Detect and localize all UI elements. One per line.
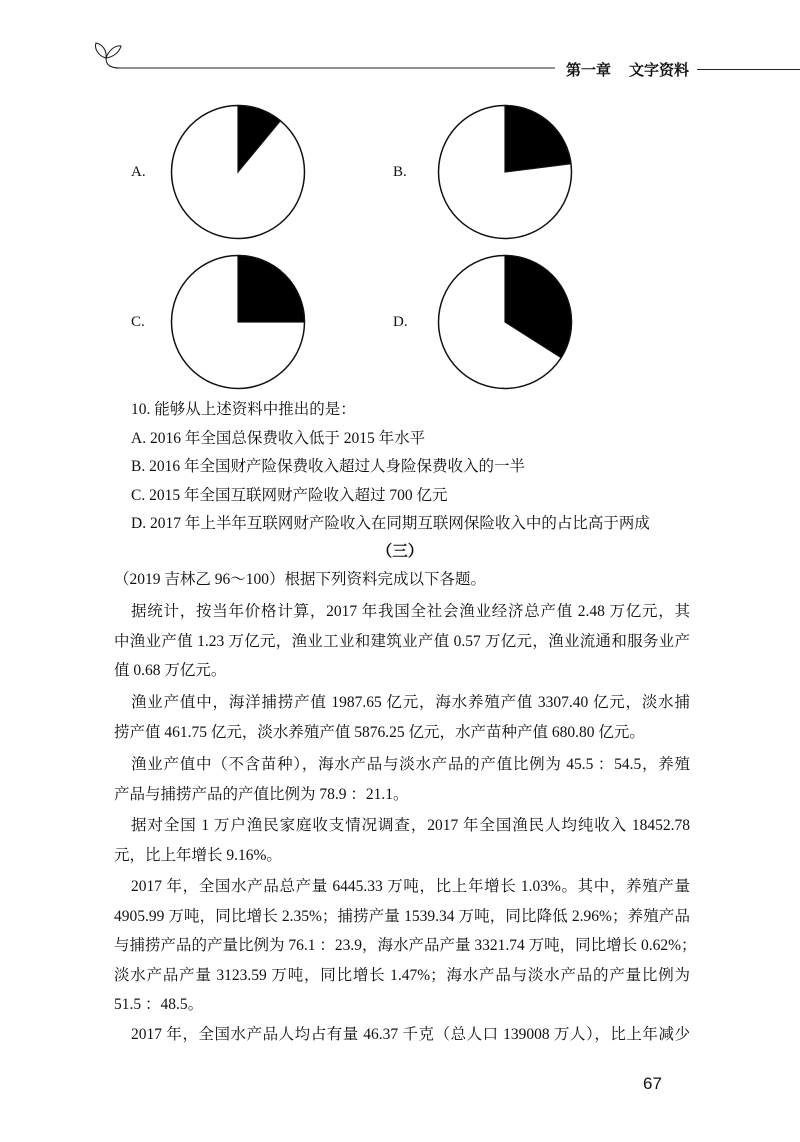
section-heading: （三） [376, 543, 424, 560]
text-line: 中渔业产值 1.23 万亿元，渔业工业和建筑业产值 0.57 万亿元，渔业流通和服务业产 [114, 632, 690, 650]
text-line: 渔业产值中，海洋捕捞产值 1987.65 亿元，海水养殖产值 3307.40 亿元，淡水捕 [131, 694, 690, 711]
pie-option-label-b: B. [393, 164, 407, 180]
pie-chart-a [168, 102, 308, 242]
paragraph-5 [114, 872, 697, 1020]
paragraph-4 [114, 811, 690, 870]
text-line: 产品与捕捞产品的产值比例为 78.9 ：21.1。 [114, 785, 409, 803]
pie-option-label-d: D. [393, 314, 408, 330]
page-number: 67 [643, 1074, 662, 1093]
paragraph-1 [114, 597, 690, 686]
header-rule-right [697, 69, 800, 70]
text-line: 据统计，按当年价格计算，2017 年我国全社会渔业经济总产值 2.48 万亿元，其 [131, 603, 690, 620]
leaf-right-icon [106, 46, 121, 58]
chapter-title: 文字资料 [629, 61, 690, 79]
question-10 [131, 396, 731, 539]
question-option-a: A. 2016 年全国总保费收入低于 2015 年水平 [131, 429, 426, 447]
question-option-c: C. 2015 年全国互联网财产险收入超过 700 亿元 [131, 486, 448, 504]
pie-option-label-c: C. [131, 314, 145, 330]
text-line: 2017 年，全国水产品总产量 6445.33 万吨，比上年增长 1.03%。其中，养殖产量 [131, 878, 690, 895]
pie-slice [238, 256, 305, 323]
text-line: 51.5 ：48.5。 [114, 996, 204, 1013]
text-line: 与捕捞产品的产量比例为 76.1 ：23.9，海水产品产量 3321.74 万吨，同比增长 0.62%； [114, 937, 697, 954]
running-header [566, 60, 689, 80]
text-line: 4905.99 万吨，同比增长 2.35%；捕捞产量 1539.34 万吨，同比降低 2.96%；养殖产品 [114, 907, 690, 925]
paragraph-6 [114, 1020, 690, 1050]
question-stem: 10. 能够从上述资料中推出的是： [131, 401, 356, 418]
text-line: 淡水产品产量 3123.59 万吨，同比增长 1.47%；海水产品与淡水产品的产量比例为 [114, 966, 690, 984]
text-line: 2017 年，全国水产品人均占有量 46.37 千克（总人口 139008 万人），比上年减少 [131, 1026, 690, 1043]
pie-option-label-a: A. [131, 164, 146, 180]
paragraph-2 [114, 688, 690, 747]
leaf-left-icon [95, 43, 106, 58]
text-line: 渔业产值中（不含苗种），海水产品与淡水产品的产值比例为 45.5 ：54.5，养殖 [131, 756, 690, 773]
sprout-ornament-icon [90, 36, 560, 76]
header-rule-left [106, 58, 555, 68]
text-line: 值 0.68 万亿元。 [114, 662, 227, 679]
question-option-b: B. 2016 年全国财产险保费收入超过人身险保费收入的一半 [131, 458, 525, 475]
pie-chart-d [435, 252, 575, 392]
paragraph-3 [114, 750, 690, 809]
pie-chart-b [435, 102, 575, 242]
chapter-number: 第一章 [566, 61, 612, 79]
text-line: 据对全国 1 万户渔民家庭收支情况调查，2017 年全国渔民人均纯收入 18452.78 [131, 817, 690, 834]
question-option-d: D. 2017 年上半年互联网财产险收入在同期互联网保险收入中的占比高于两成 [131, 515, 650, 532]
section-intro: （2019 吉林乙 96～100）根据下列资料完成以下各题。 [114, 571, 487, 588]
pie-chart-c [168, 252, 308, 392]
pie-slice [505, 106, 571, 173]
text-line: 捞产值 461.75 亿元，淡水养殖产值 5876.25 亿元，水产苗种产值 680.80 亿元。 [114, 723, 645, 741]
text-line: 元，比上年增长 9.16%。 [114, 846, 282, 864]
